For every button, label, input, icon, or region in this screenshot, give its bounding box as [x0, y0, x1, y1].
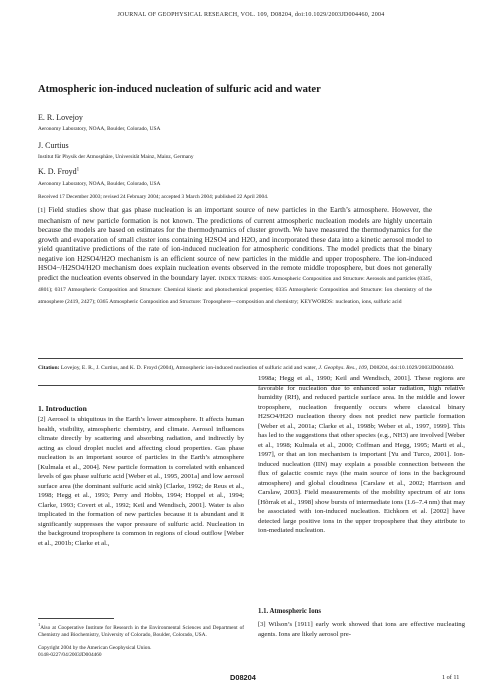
paragraph-number: [2]	[38, 416, 46, 423]
citation-rest: D08204, doi:10.1029/2003JD004460.	[369, 365, 455, 371]
paragraph-number: [1]	[38, 207, 46, 214]
abstract	[38, 205, 432, 307]
author-affiliation: Aeronomy Laboratory, NOAA, Boulder, Colorado, USA	[38, 181, 161, 187]
footnote-divider	[38, 618, 114, 619]
keywords-label: KEYWORDS:	[300, 298, 334, 305]
footnote-mark: 1	[38, 622, 41, 627]
citation-text: Lovejoy, E. R., J. Curtius, and K. D. Froyd (2004), Atmospheric ion-induced nucleation of sulfuric acid and water,	[60, 365, 318, 371]
article-title: Atmospheric ion-induced nucleation of sulfuric acid and water	[38, 84, 321, 95]
keywords: nucleation, ions, sulfuric acid	[335, 298, 402, 305]
article-dates: Received 17 December 2003; revised 24 February 2004; accepted 3 March 2004; published 22 April 2004.	[38, 194, 269, 200]
subsection-paragraph	[258, 620, 465, 639]
index-terms: 0305 Atmospheric Composition and Structure: Aerosols and particles (0345, 4801); 0317 Atmospheric Composition and Structure: Chemical kinetic and photochemical properties; 0335 Atmospheric Composition and Structure: Ion chemistry of the atmosphere (2419, 2427); 0365 Atmospheric Composition and Structure: Troposphere—composition and chemistry;	[38, 275, 433, 305]
intro-text: Aerosol is ubiquitous in the Earth’s lower atmosphere. It affects human health, visibility, atmospheric chemistry, and climate. Aerosol influences climate directly by scattering and absorbing radiation, and indirectly by acting as cloud droplet nuclei and affecting cloud properties. Gas phase nucleation is an important source of particles in the Earth’s atmosphere [Kulmala et al., 2004]. New particle formation is correlated with enhanced levels of gas phase sulfuric acid [Weber et al., 1995, 2001a] and low aerosol surface area (the dominant sulfuric acid sink) [Clarke, 1992; de Reus et al., 1998; Hegg et al., 1993; Perry and Hobbs, 1994; Hoppel et al., 1994; Clarke, 1993; Covert et al., 1992; Keil and Wendisch, 2001]. Water is also implicated in the formation of new particles because it is abundant and it significantly suppresses the vapor pressure of sulfuric acid. Nucleation in the background troposphere is common in regions of cloud outflow [Weber et al., 2001b; Clarke et al.,	[38, 416, 244, 547]
citation-journal: J. Geophys. Res., 109,	[318, 365, 369, 371]
index-terms-label: INDEX TERMS:	[218, 275, 258, 282]
author-affiliation: Aeronomy Laboratory, NOAA, Boulder, Colorado, USA	[38, 126, 161, 132]
abstract-text: Field studies show that gas phase nucleation is an important source of new particles in the Earth’s atmosphere. However, the mechanism of new particle formation is not known. The predictions of current atmospheric nucleation models are highly uncertain because the models are based on estimates for the thermodynamics of cluster growth. We have measured the thermodynamics for the growth and evaporation of small cluster ions containing H2SO4 and H2O, and incorporated these data into a kinetic aerosol model to yield quantitative predictions of the rate of ion-induced nucleation for atmospheric conditions. The model predicts that the binary negative ion H2SO4/H2O mechanism is an efficient source of new particles in the middle and upper troposphere. The ion-induced HSO4−/H2SO4/H2O mechanism does explain nucleation events observed in the remote middle troposphere, but does not generally predict the nucleation events observed in the boundary layer.	[38, 205, 432, 282]
intro-paragraph	[38, 415, 244, 548]
intro-paragraph-continued: 1998a; Hegg et al., 1990; Keil and Wendisch, 2001]. These regions are favorable for nucleation due to enhanced solar radiation, high relative humidity (RH), and reduced particle surface area. In the middle and lower troposphere, nucleation frequently occurs where classical binary H2SO4/H2O nucleation theory does not predict new particle formation [Weber et al., 2001a; Clarke et al., 1998b; Weber et al., 1997, 1999]. This has led to the suggestions that other species (e.g., NH3) are involved [Weber et al., 1998; Kulmala et al., 2000; Coffman and Hegg, 1995; Marti et al., 1997], or that an ion mechanism is important [Yu and Turco, 2001]. Ion-induced nucleation (IIN) may explain a possible connection between the flux of galactic cosmic rays (the main source of ions in the background atmosphere) and global cloudiness [Carslaw et al., 2002; Harrison and Carslaw, 2003]. Field measurements of the mobility spectrum of air ions [Hõrrak et al., 1998] show bursts of intermediate ions (1.6–7.4 nm) that may be associated with ion-induced nucleation. Eichkorn et al. [2002] have detected large positive ions in the upper troposphere that they attribute to ion-mediated nucleation.	[258, 375, 465, 534]
author-name: J. Curtius	[38, 141, 69, 150]
issn-line: 0148-0227/04/2003JD004460	[38, 652, 102, 658]
footnote-text: Also at Cooperative Institute for Research in the Environmental Sciences and Department of Chemistry and Biochemistry, University of Colorado, Boulder, Colorado, USA.	[38, 624, 244, 638]
journal-header: JOURNAL OF GEOPHYSICAL RESEARCH, VOL. 109, D08204, doi:10.1029/2003JD004460, 2004	[117, 12, 385, 18]
subsection-text: Wilson’s [1911] early work showed that ions are effective nucleating agents. Ions are likely aerosol pre-	[258, 621, 465, 638]
author-name: K. D. Froyd$^1$	[38, 167, 80, 176]
copyright-line: Copyright 2004 by the American Geophysical Union.	[38, 645, 152, 651]
citation	[38, 364, 463, 372]
divider	[38, 358, 463, 359]
author-affiliation: Institut für Physik der Atmosphäre, Universität Mainz, Mainz, Germany	[38, 154, 194, 160]
article-code: D08204	[230, 673, 256, 682]
copyright	[38, 645, 151, 659]
page-number: 1 of 11	[442, 674, 460, 681]
paragraph-number: [3]	[258, 621, 266, 628]
subsection-heading: 1.1. Atmospheric Ions	[258, 608, 322, 615]
footnote	[38, 621, 244, 639]
citation-label: Citation:	[38, 365, 60, 371]
author-name: E. R. Lovejoy	[38, 113, 83, 122]
section-heading: 1. Introduction	[38, 404, 87, 413]
